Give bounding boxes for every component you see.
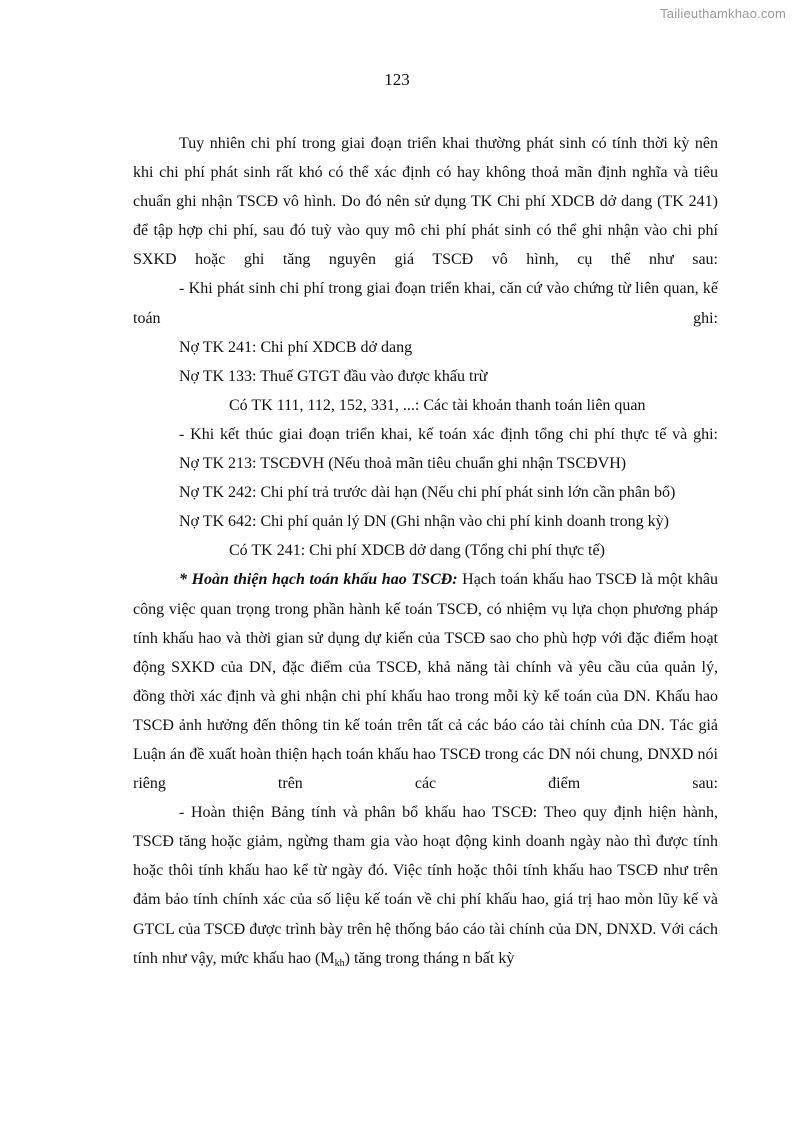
journal-entry-credit: Có TK 241: Chi phí XDCB dở dang (Tổng chi phí thực tế) (229, 542, 605, 560)
section-heading: * Hoàn thiện hạch toán khấu hao TSCĐ: (179, 571, 458, 589)
journal-entry-debit: Nợ TK 642: Chi phí quản lý DN (Ghi nhận vào chi phí kinh doanh trong kỳ) (179, 513, 669, 531)
paragraph-development-costs: Tuy nhiên chi phí trong giai đoạn triển khai thường phát sinh có tính thời kỳ nên khi chi phí phát sinh rất khó có thể xác định có hay không thoả mãn định nghĩa và tiêu chuẩn ghi nhận TSCĐ vô hình. Do đó nên sử dụng TK Chi phí XDCB dở dang (TK 241) để tập hợp chi phí, sau đó tuỳ vào quy mô chi phí phát sinh có thể ghi nhận vào chi phí SXKD hoặc ghi tăng nguyên giá TSCĐ vô hình, cụ thể như sau: (133, 135, 718, 269)
subscript-kh: kh (334, 957, 345, 969)
journal-entry-debit: Nợ TK 241: Chi phí XDCB dở dang (179, 338, 413, 356)
watermark: Tailieuthamkhao.com (660, 6, 786, 21)
paragraph-when-costs-arise: - Khi phát sinh chi phí trong giai đoạn triển khai, căn cứ vào chứng từ liên quan, kế toán ghi: (133, 280, 718, 327)
document-body (133, 129, 718, 973)
paragraph-depreciation-table (133, 798, 718, 973)
page-number: 123 (384, 70, 410, 89)
paragraph-depreciation-text: Hạch toán khấu hao TSCĐ là một khâu công việc quan trọng trong phần hành kế toán TSCĐ, có nhiệm vụ lựa chọn phương pháp tính khấu hao và thời gian sử dụng dự kiến của TSCĐ sao cho phù hợp với đặc điểm hoạt động SXKD của DN, đặc điểm của TSCĐ, khả năng tài chính và yêu cầu của quản lý, đồng thời xác định và ghi nhận chi phí khấu hao trong mỗi kỳ kế toán của DN. Khấu hao TSCĐ ảnh hưởng đến thông tin kế toán trên tất cả các báo cáo tài chính của DN. Tác giả Luận án đề xuất hoàn thiện hạch toán khấu hao TSCĐ trong các DN nói chung, DNXD nói riêng trên các điểm sau: (133, 571, 719, 793)
journal-entry-credit: Có TK 111, 112, 152, 331, ...: Các tài khoản thanh toán liên quan (229, 396, 646, 414)
paragraph-depreciation-table-text: - Hoàn thiện Bảng tính và phân bổ khấu hao TSCĐ: Theo quy định hiện hành, TSCĐ tăng hoặc giảm, ngừng tham gia vào hoạt động kinh doanh ngày nào thì được tính hoặc thôi tính khấu hao kể từ ngày đó. Việc tính hoặc thôi tính khấu hao TSCĐ như trên đảm bảo tính chính xác của số liệu kế toán về chi phí khấu hao, giá trị hao mòn lũy kế và GTCL của TSCĐ được trình bày trên hệ thống báo cáo tài chính của DN, DNXD. Với cách tính như vậy, mức khấu hao (M (133, 804, 718, 967)
paragraph-depreciation-table-tail: ) tăng trong tháng n bất kỳ (344, 949, 515, 967)
journal-entry-debit: Nợ TK 242: Chi phí trả trước dài hạn (Nếu chi phí phát sinh lớn cần phân bổ) (179, 484, 676, 502)
paragraph-end-of-phase: - Khi kết thúc giai đoạn triển khai, kế toán xác định tổng chi phí thực tế và ghi: (179, 425, 718, 443)
paragraph-depreciation (133, 565, 718, 798)
journal-entry-debit: Nợ TK 133: Thuế GTGT đầu vào được khấu trừ (179, 367, 488, 385)
journal-entry-debit: Nợ TK 213: TSCĐVH (Nếu thoả mãn tiêu chuẩn ghi nhận TSCĐVH) (179, 455, 627, 473)
